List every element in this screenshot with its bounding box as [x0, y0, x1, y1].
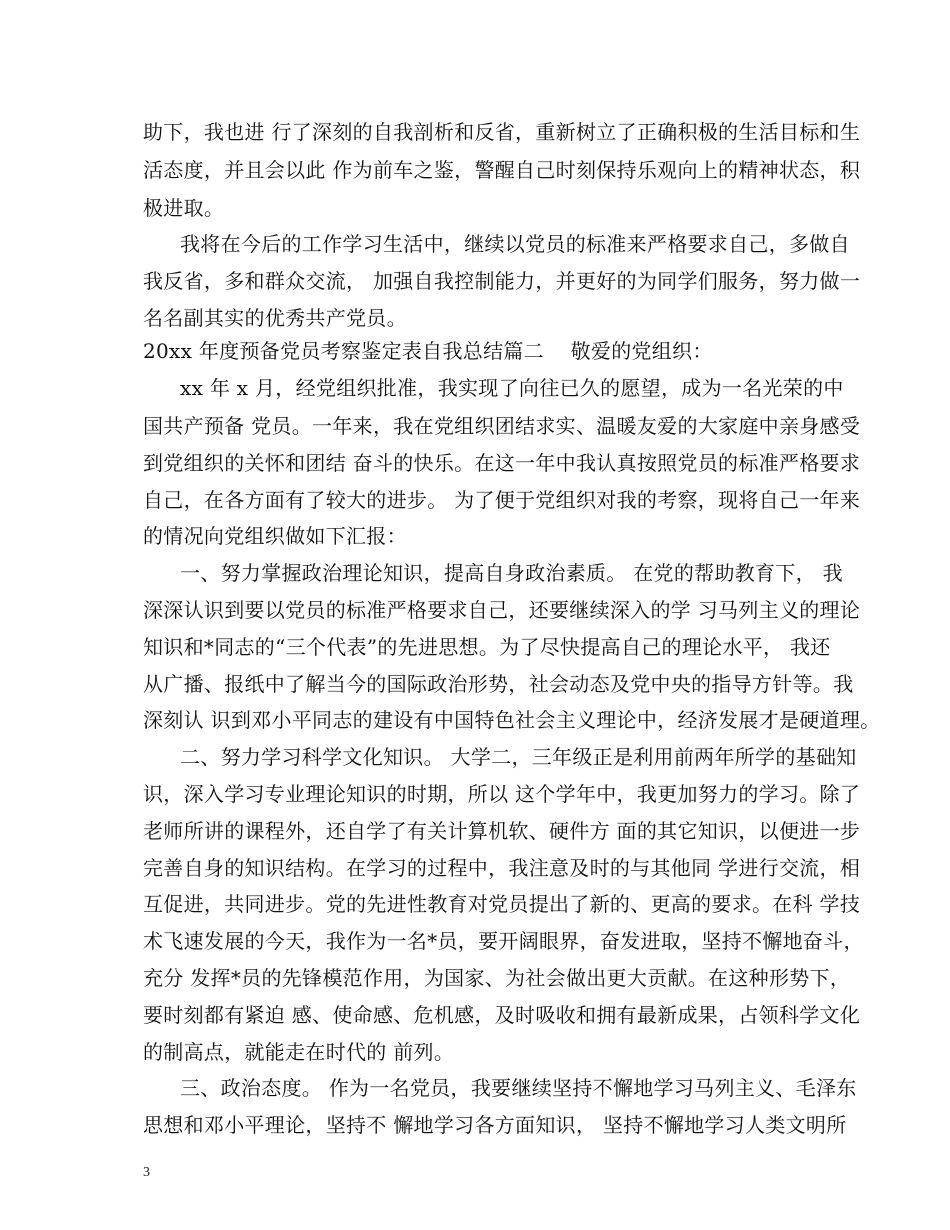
text-line: 活态度，并且会以此 作为前车之鉴，警醒自己时刻保持乐观向上的精神状态，积: [143, 158, 861, 182]
text-line: 深深认识到要以党员的标准严格要求自己，还要继续深入的学 习马列主义的理论: [143, 598, 861, 622]
text-line: 的情况向党组织做如下汇报：: [143, 524, 407, 548]
text-line: 深刻认 识到邓小平同志的建设有中国特色社会主义理论中，经济发展才是硬道理。: [143, 708, 881, 732]
page-number: 3: [143, 1165, 150, 1180]
text-line: xx 年 x 月，经党组织批准，我实现了向往已久的愿望，成为一名光荣的中: [180, 376, 844, 400]
text-line: 我反省，多和群众交流， 加强自我控制能力，并更好的为同学们服务，努力做一: [143, 269, 861, 293]
text-line: 极进取。: [143, 196, 225, 220]
text-line: 助下，我也进 行了深刻的自我剖析和反省，重新树立了正确积极的生活目标和生: [143, 120, 861, 144]
text-line: 的制高点，就能走在时代的 前列。: [143, 1040, 455, 1064]
text-line: 二、努力学习科学文化知识。 大学二，三年级正是利用前两年所学的基础知: [180, 745, 857, 769]
text-line: 我将在今后的工作学习生活中，继续以党员的标准来严格要求自己，多做自: [180, 232, 850, 256]
text-line: 一、努力掌握政治理论知识，提高自身政治素质。 在党的帮助教育下， 我: [180, 561, 843, 585]
text-line: 知识和*同志的“三个代表”的先进思想。为了尽快提高自己的理论水平， 我还: [143, 635, 831, 659]
text-line: 要时刻都有紧迫 感、使命感、危机感，及时吸收和拥有最新成果，占领科学文化: [143, 1003, 861, 1027]
text-line: 从广播、报纸中了解当今的国际政治形势，社会动态及党中央的指导方针等。我: [143, 672, 854, 696]
text-line: 完善自身的知识结构。在学习的过程中，我注意及时的与其他同 学进行交流，相: [143, 856, 861, 880]
text-line: 老师所讲的课程外，还自学了有关计算机软、硬件方 面的其它知识，以便进一步: [143, 819, 861, 843]
section-heading: 20xx 年度预备党员考察鉴定表自我总结篇二 敬爱的党组织：: [143, 339, 713, 363]
text-line: 三、政治态度。 作为一名党员，我要继续坚持不懈地学习马列主义、毛泽东: [180, 1076, 857, 1100]
text-line: 国共产预备 党员。一年来，我在党组织团结求实、温暖友爱的大家庭中亲身感受: [143, 414, 861, 438]
text-line: 思想和邓小平理论，坚持不 懈地学习各方面知识， 坚持不懈地学习人类文明所: [143, 1113, 847, 1137]
text-line: 互促进，共同进步。党的先进性教育对党员提出了新的、更高的要求。在科 学技: [143, 892, 861, 916]
text-line: 充分 发挥*员的先锋模范作用，为国家、为社会做出更大贡献。在这种形势下，: [143, 966, 851, 990]
text-line: 名名副其实的优秀共产党员。: [143, 306, 407, 330]
text-line: 自己，在各方面有了较大的进步。 为了便于党组织对我的考察，现将自己一年来: [143, 488, 861, 512]
text-line: 识，深入学习专业理论知识的时期，所以 这个学年中，我更加努力的学习。除了: [143, 782, 861, 806]
text-line: 到党组织的关怀和团结 奋斗的快乐。在这一年中我认真按照党员的标准严格要求: [143, 451, 861, 475]
text-line: 术飞速发展的今天，我作为一名*员，要开阔眼界，奋发进取，坚持不懈地奋斗，: [143, 929, 864, 953]
